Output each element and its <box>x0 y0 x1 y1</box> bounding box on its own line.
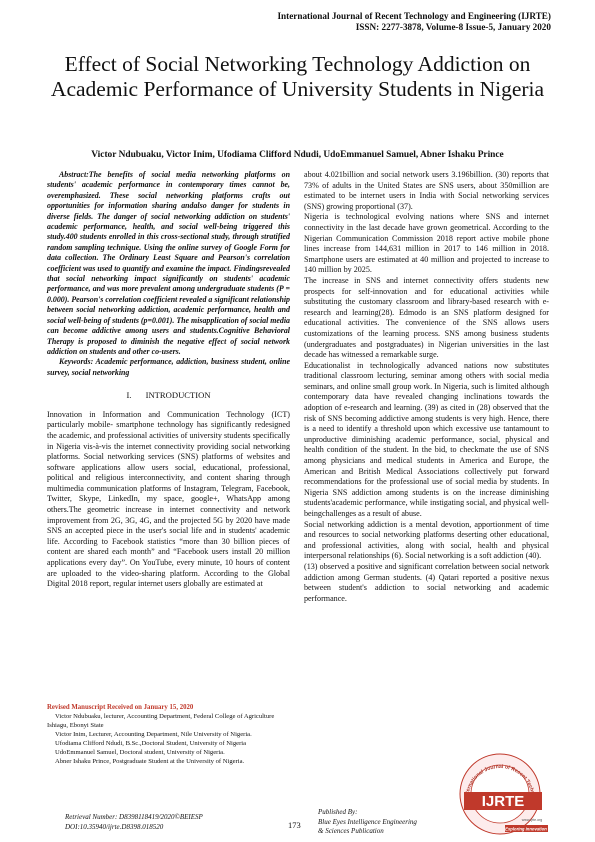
footer-publisher <box>318 808 417 837</box>
body-paragraph: (13) observed a positive and significant correlation between social network addiction among German students. (4) Qatari reported a positive nexus between student's addiction to social networking and academic performance. <box>304 561 549 603</box>
logo-tagline: Exploring Innovation <box>505 826 547 832</box>
publisher-line: Blue Eyes Intelligence Engineering <box>318 817 417 826</box>
logo-ring-text: ernational Journal of Recent Tech <box>465 763 535 793</box>
footnote-item: Abner Ishaku Prince, Postgraduate Student at the University of Nigeria. <box>55 758 245 765</box>
footnote-item: Victor Ndubuaku, lecturer, Accounting Department, Federal College of Agriculture Ishiagu, Ebonyi State <box>47 713 275 729</box>
right-column <box>304 170 549 604</box>
body-paragraph: Educationalist in technologically advanced nations now substitutes traditional classroom lecturing, seminar among others with social media seminars, and online small group work. In Nigeria, such is limited although contemporary data have revealed changing inclinations towards the adoption of e-research and learning. (39) as cited in (28) observed that the risk of SNS becoming addictive among students is very high. Hence, there is a need to identify a threshold upon which excessive use tantamount to unproductive diminishing academic performance, social, physical and health condition of the student. In the bid, to checkmate the use of SNS among physicians and medical students in America and Europe, the American and British Medical Associations collectively put forward recommendations for the professional use of social media by students. In Nigeria SNS addiction among students is on the increase diminishing students'academic performance, while instigating social, and physical well-beingchallenges as a result of abuse. <box>304 360 549 518</box>
author-list: Victor Ndubuaku, Victor Inim, Ufodiama Clifford Ndudi, UdoEmmanuel Samuel, Abner Ishaku Prince <box>91 150 504 160</box>
doi-link[interactable]: DOI:10.35940/ijrte.D8398.018520 <box>65 822 164 831</box>
received-date: Revised Manuscript Received on January 15, 2020 <box>47 704 194 711</box>
body-paragraph: about 4.021billion and social network users 3.196billion. (30) reports that 73% of adults in the United States are SNS users, about 350million are estimated to be internet users in India with Social networking services (SNS) growing proportional (37). <box>304 170 549 211</box>
journal-name: International Journal of Recent Technology and Engineering (IJRTE) <box>277 11 551 21</box>
body-paragraph: Social networking addiction is a mental devotion, apportionment of time and resources to social networking platforms deserting other educational, and professional activities, along with social, health and physical interpersonal relationships (6). Social networking is a soft addiction (40). <box>304 519 549 561</box>
journal-issn: ISSN: 2277-3878, Volume-8 Issue-5, January 2020 <box>355 22 551 32</box>
journal-header <box>277 11 551 33</box>
footnote-item: Ufodiama Clifford Ndudi, B.Sc.,Doctoral Student, University of Nigeria <box>55 740 247 747</box>
footnote-item: UdoEmmanuel Samuel, Doctoral student, University of Nigeria. <box>55 749 225 756</box>
journal-logo-icon <box>450 748 550 836</box>
abstract: Abstract:The benefits of social media networking platforms on students' academic performance in contemporary times cannot be, overemphasized. These social networking platforms crafts out opportunities for information sharing andalso danger for students in diverse fields. The danger of social networking addiction on students' academic performance, health, and social well-being triggered this study.400 students enrolled in this cross-sectional study, through stratified random sampling technique. Using the online survey of Google Form for data collection. The Ordinary Least Square and Pearson's correlation coefficient was used to quantify and examine the impact. Findingsrevealed that social networking impact significantly on students' academic performance, and was more prevalent among undergraduate students (P = 0.000). Pearson's correlation coefficient revealed a significant relationship between social networking addiction, academic performance, health and social well-being of students (p=0.001). The misapplication of social media can become addictive among users and students.Cognitive Behavioral Therapy is proposed to diminish the negative effect of social network addiction on students and other co-users. <box>47 170 290 356</box>
author-footnotes <box>47 703 290 766</box>
left-column <box>47 170 290 590</box>
logo-acronym: IJRTE <box>481 793 525 810</box>
footnote-item: Victor Inim, Lecturer, Accounting Department, Nile University of Nigeria. <box>55 731 252 738</box>
page-number: 173 <box>288 820 301 830</box>
paper-title: Effect of Social Networking Technology Addiction on Academic Performance of University Students in Nigeria <box>50 52 545 101</box>
section-title: INTRODUCTION <box>145 390 211 401</box>
intro-paragraph: Innovation in Information and Communication Technology (ICT) particularly mobile- smartphone technology has significantly redesigned the academic, and professional activities of university students specifically in Nigeria vis-à-vis the internet connectivity providing social networking platforms. Social networking services (SNS) platforms of websites and software applications allow users social, educational, professional, political and religious interconnectivity, and content sharing through multimedia communication platforms of Instagram, Telegram, Facebook, Twitter, Skype, LinkedIn, my space, google+, WhatsApp among others.The geometric increase in internet connectivity and network improvement from 2G, 3G, 4G, and the projected 5G by 2020 have made SNS an accepted piece in the user's social life and in students' academic life. According to Facebook statistics “more than 30 billion pieces of content are shared each month” and “Facebook users install 20 million applications every day”. On YouTube, every minute, 10 hours of content are uploaded to the video-sharing platform. According to the Global Digital 2018 report, regular internet users globally are estimated at <box>47 409 290 589</box>
publisher-line: & Sciences Publication <box>318 827 384 835</box>
retrieval-number: Retrieval Number: D8398118419/2020©BEIESP <box>65 813 203 821</box>
section-number: I. <box>126 390 132 401</box>
published-by: Published By: <box>318 808 358 816</box>
section-heading <box>47 390 290 401</box>
keywords: Keywords: Academic performance, addiction, business student, online survey, social networking <box>47 357 290 377</box>
body-paragraph: Nigeria is technological evolving nations where SNS and internet connectivity in the last decade have grown geometrical. According to the Nigerian Communication Commission 2018 report active mobile phone lines increase from 144,631 million in 2017 to 146 million in 2018. Smartphone users are estimated at 40 million and projected to increase to 140 million by 2025. <box>304 212 549 275</box>
body-paragraph: The increase in SNS and internet connectivity offers students new prospects for self-innovation and for educational activities while substituting the customary classroom and library-based research with e-research and learning(28). Edmodo is an SNS platform designed for educational activities. The convenience of the SNS allows users customizations of the learning process. SNS among business students (undergraduates and postgraduates) in Nigerian universities in the last decade has witnessed a remarkable surge. <box>304 275 549 360</box>
logo-url: www.ijrte.org <box>521 818 543 822</box>
footer-retrieval <box>65 813 203 832</box>
